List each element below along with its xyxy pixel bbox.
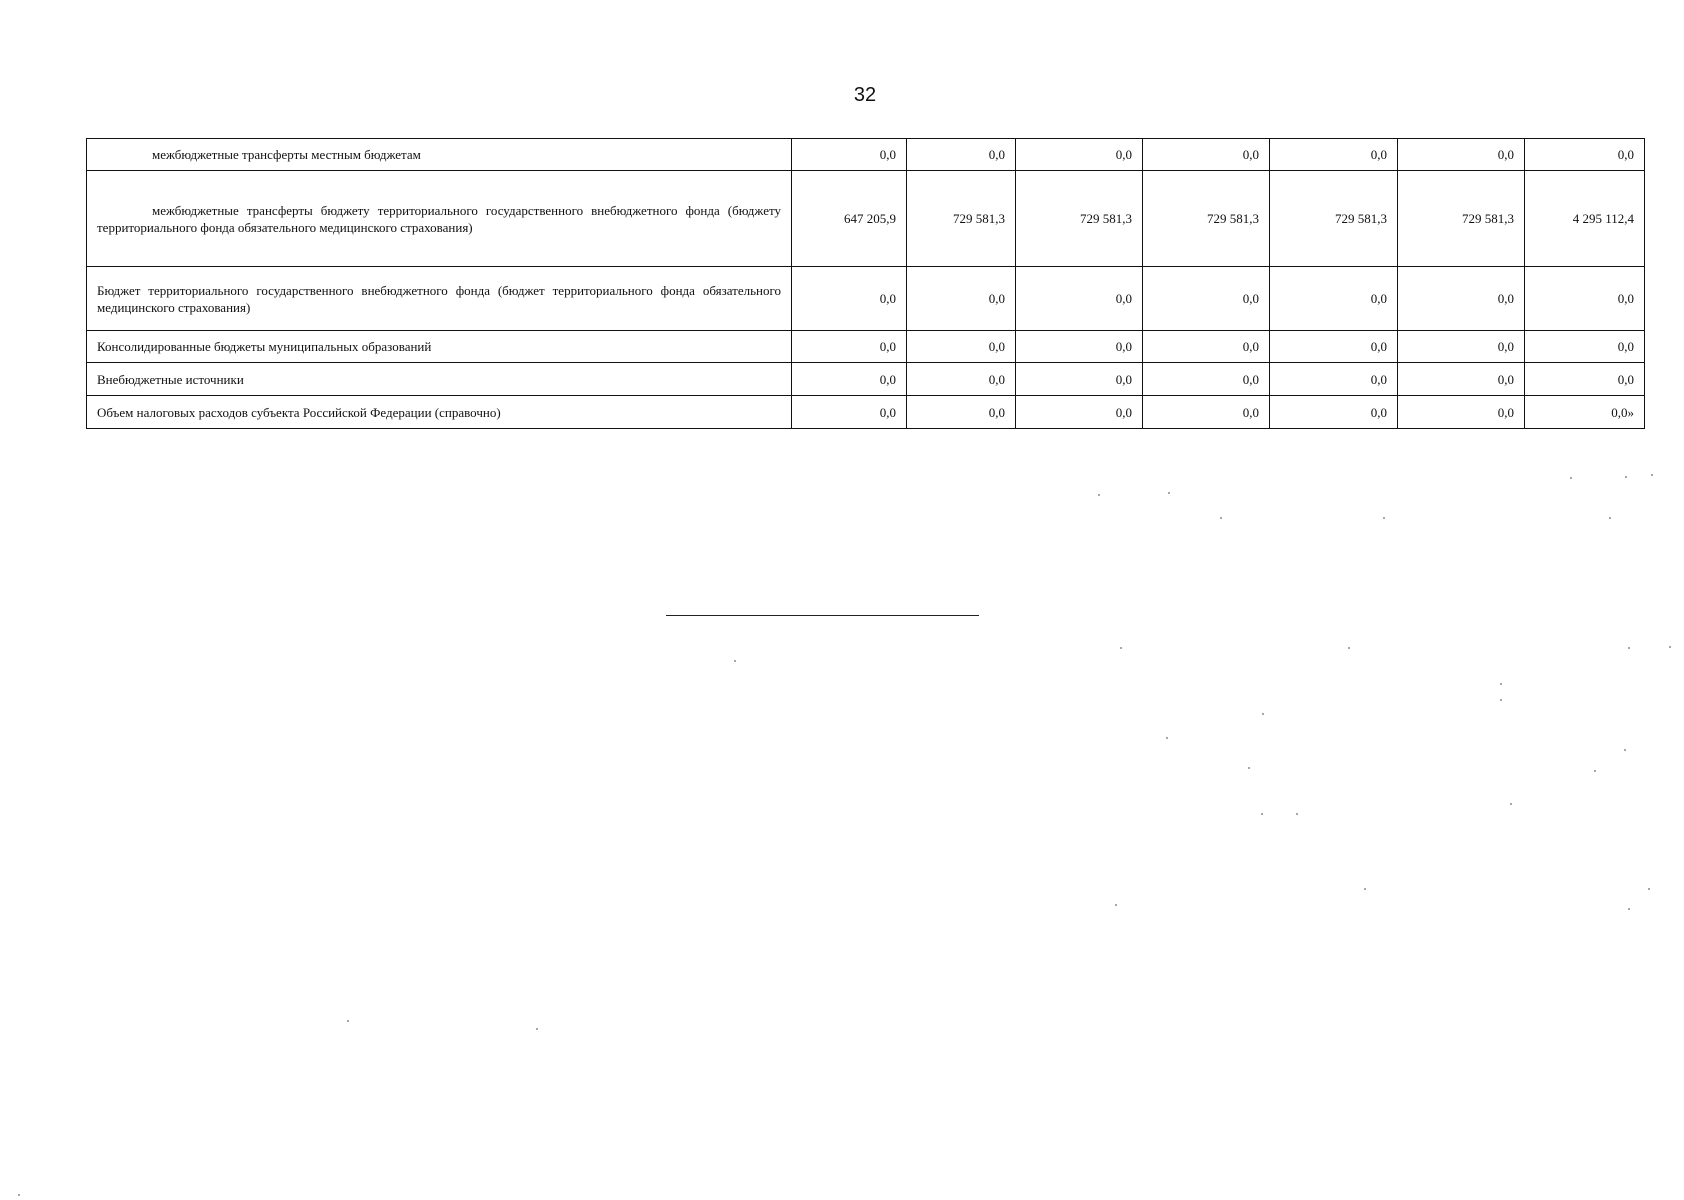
value-cell: 0,0	[1525, 363, 1645, 396]
value-cell: 0,0	[907, 139, 1016, 171]
value-cell: 729 581,3	[1270, 171, 1398, 267]
value-cell: 0,0	[792, 267, 907, 331]
value-cell: 0,0	[1525, 139, 1645, 171]
value-cell: 0,0»	[1525, 396, 1645, 429]
table-row	[87, 363, 1645, 396]
value-cell: 0,0	[1525, 267, 1645, 331]
value-cell: 0,0	[1016, 363, 1143, 396]
value-cell: 0,0	[1398, 267, 1525, 331]
table-row	[87, 267, 1645, 331]
row-label: Объем налоговых расходов субъекта Российской Федерации (справочно)	[87, 396, 792, 429]
value-cell: 729 581,3	[907, 171, 1016, 267]
value-cell: 0,0	[1270, 331, 1398, 363]
value-cell: 0,0	[792, 363, 907, 396]
value-cell: 0,0	[1143, 363, 1270, 396]
value-cell: 0,0	[1398, 396, 1525, 429]
value-cell: 0,0	[1270, 396, 1398, 429]
row-label: Внебюджетные источники	[87, 363, 792, 396]
value-cell: 729 581,3	[1143, 171, 1270, 267]
value-cell: 0,0	[907, 267, 1016, 331]
value-cell: 0,0	[1143, 267, 1270, 331]
table-row	[87, 396, 1645, 429]
value-cell: 0,0	[1270, 363, 1398, 396]
value-cell: 0,0	[792, 331, 907, 363]
value-cell: 0,0	[907, 363, 1016, 396]
value-cell: 0,0	[1143, 139, 1270, 171]
row-label: межбюджетные трансферты местным бюджетам	[87, 139, 792, 171]
value-cell: 647 205,9	[792, 171, 907, 267]
row-label: межбюджетные трансферты бюджету территориального государственного внебюджетного фонда (бюджету территориального фонда обязательного медицинского страхования)	[87, 171, 792, 267]
row-label: Консолидированные бюджеты муниципальных образований	[87, 331, 792, 363]
value-cell: 0,0	[1525, 331, 1645, 363]
value-cell: 0,0	[1398, 331, 1525, 363]
value-cell: 0,0	[1016, 396, 1143, 429]
separator-line	[666, 615, 979, 616]
value-cell: 0,0	[1143, 331, 1270, 363]
budget-table	[86, 138, 1645, 429]
value-cell: 0,0	[792, 139, 907, 171]
value-cell: 0,0	[1016, 139, 1143, 171]
value-cell: 0,0	[1398, 363, 1525, 396]
page-number: 32	[853, 84, 877, 106]
value-cell: 729 581,3	[1398, 171, 1525, 267]
value-cell: 0,0	[1016, 267, 1143, 331]
value-cell: 0,0	[792, 396, 907, 429]
table-row	[87, 331, 1645, 363]
value-cell: 0,0	[1143, 396, 1270, 429]
table-row	[87, 139, 1645, 171]
table-row	[87, 171, 1645, 267]
value-cell: 0,0	[907, 331, 1016, 363]
value-cell: 0,0	[1398, 139, 1525, 171]
value-cell: 0,0	[1016, 331, 1143, 363]
value-cell: 0,0	[907, 396, 1016, 429]
value-cell: 4 295 112,4	[1525, 171, 1645, 267]
value-cell: 0,0	[1270, 267, 1398, 331]
value-cell: 0,0	[1270, 139, 1398, 171]
value-cell: 729 581,3	[1016, 171, 1143, 267]
row-label: Бюджет территориального государственного внебюджетного фонда (бюджет территориального фонда обязательного медицинского страхования)	[87, 267, 792, 331]
